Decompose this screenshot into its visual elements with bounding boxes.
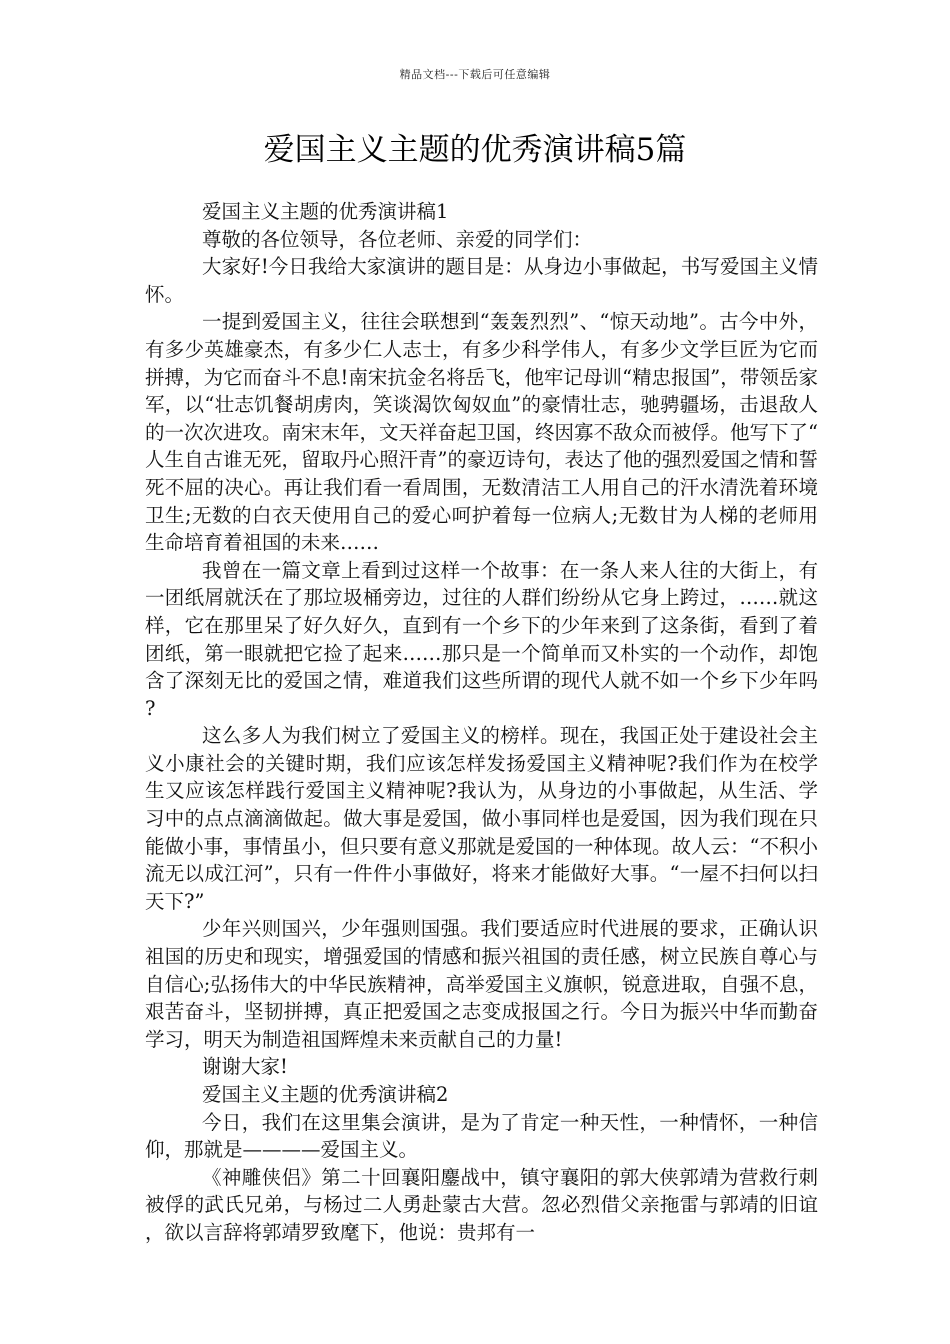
paragraph-heroes: 一提到爱国主义，往往会联想到“轰轰烈烈”、“惊天动地”。古今中外，有多少英雄豪杰，有多少仁人志士，有多少科学伟人，有多少文学巨匠为它而拼搏，为它而奋斗不息!南宋抗金名将岳飞，他牢记母训“精忠报国”，带领岳家军，以“壮志饥餐胡虏肉，笑谈渴饮匈奴血”的豪情壮志，驰骋疆场，击退敌人的一次次进攻。南宋末年，文天祥奋起卫国，终因寡不敌众而被俘。他写下了“人生自古谁无死，留取丹心照汗青”的豪迈诗句，表达了他的强烈爱国之情和誓死不屈的决心。再让我们看一看周围，无数清洁工人用自己的汗水清洗着环境卫生;无数的白衣天使用自己的爱心呵护着每一位病人;无数甘为人梯的老师用生命培育着祖国的未来…… (145, 310, 818, 555)
page-header-note: 精品文档---下载后可任意编辑 (399, 68, 551, 81)
paragraph-greeting: 大家好!今日我给大家演讲的题目是：从身边小事做起，书写爱国主义情怀。 (145, 255, 818, 306)
section-heading-2: 爱国主义主题的优秀演讲稿2 (202, 1083, 449, 1106)
paragraph-small-things: 这么多人为我们树立了爱国主义的榜样。现在，我国正处于建设社会主义小康社会的关键时期，我们应该怎样发扬爱国主义精神呢?我们作为在校学生又应该怎样践行爱国主义精神呢?我认为，从身边的小事做起，从生活、学习中的点点滴滴做起。做大事是爱国，做小事同样也是爱国，因为我们现在只能做小事，事情虽小，但只要有意义那就是爱国的一种体现。故人云：“不积小流无以成江河”，只有一件件小事做好，将来才能做好大事。“一屋不扫何以扫天下?” (145, 724, 818, 913)
section-heading-1: 爱国主义主题的优秀演讲稿1 (202, 200, 449, 223)
document-body (145, 198, 818, 1247)
paragraph-story: 我曾在一篇文章上看到过这样一个故事：在一条人来人往的大街上，有一团纸屑就沃在了那垃圾桶旁边，过往的人群们纷纷从它身上跨过，……就这样，它在那里呆了好久好久，直到有一个乡下的少年来到了这条街，看到了着团纸，第一眼就把它捡了起来……那只是一个简单而又朴实的一个动作，却饱含了深刻无比的爱国之情，难道我们这些所谓的现代人就不如一个乡下少年吗? (145, 558, 818, 720)
salutation: 尊敬的各位领导，各位老师、亲爱的同学们： (202, 227, 593, 251)
closing-thanks: 谢谢大家! (202, 1055, 288, 1079)
paragraph-intro-2: 今日，我们在这里集会演讲，是为了肯定一种天性，一种情怀，一种信仰，那就是————爱国主义。 (145, 1110, 818, 1162)
paragraph-story-2: 《神雕侠侣》第二十回襄阳鏖战中，镇守襄阳的郭大侠郭靖为营救行刺被俘的武氏兄弟，与杨过二人勇赴蒙古大营。忽必烈借父亲拖雷与郭靖的旧谊，欲以言辞将郭靖罗致麾下，他说：贵邦有一 (145, 1165, 818, 1244)
paragraph-youth: 少年兴则国兴，少年强则国强。我们要适应时代进展的要求，正确认识祖国的历史和现实，增强爱国的情感和振兴祖国的责任感，树立民族自尊心与自信心;弘扬伟大的中华民族精神，高举爱国主义旗帜，锐意进取，自强不息，艰苦奋斗，坚韧拼搏，真正把爱国之志变成报国之行。今日为振兴中华而勤奋学习，明天为制造祖国辉煌未来贡献自己的力量! (145, 917, 818, 1051)
document-title: 爱国主义主题的优秀演讲稿5篇 (263, 132, 687, 168)
